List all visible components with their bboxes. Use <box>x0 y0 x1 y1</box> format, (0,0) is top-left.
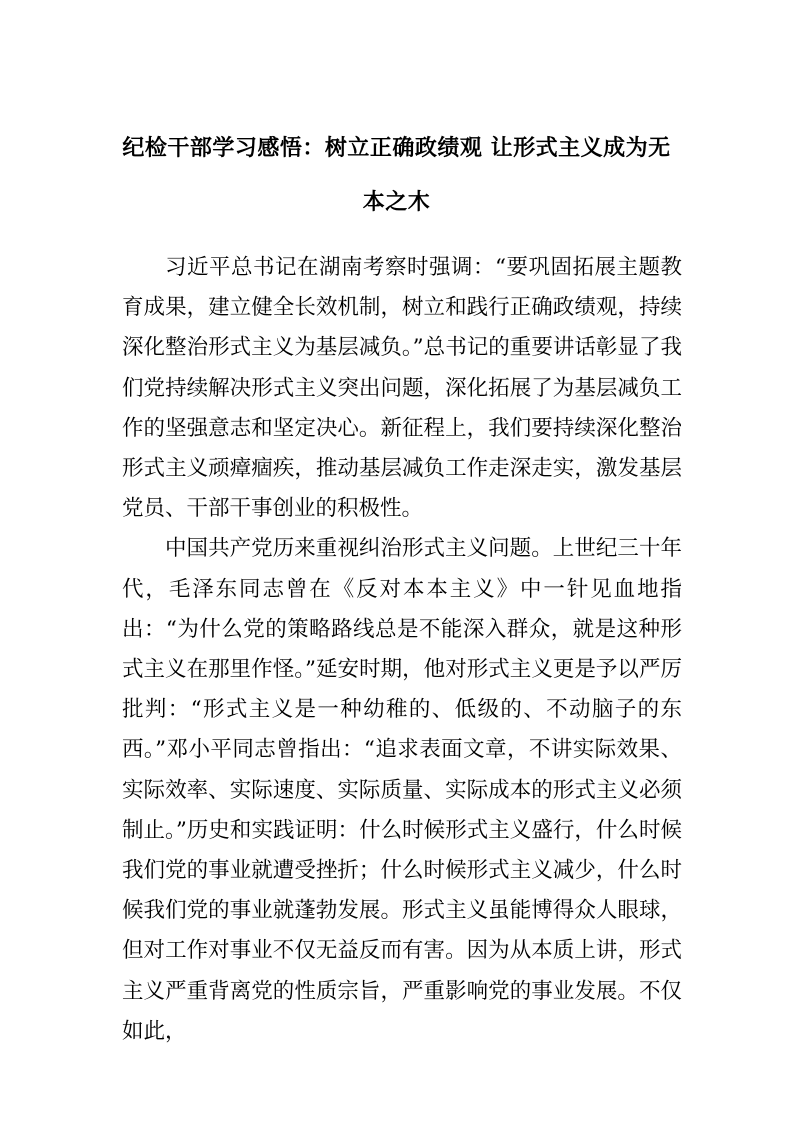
document-title: 纪检干部学习感悟：树立正确政绩观 让形式主义成为无本之木 <box>122 136 671 215</box>
paragraph-2: 中国共产党历来重视纠治形式主义问题。上世纪三十年代，毛泽东同志曾在《反对本本主义》中一针见血地指出：“为什么党的策略路线总是不能深入群众，就是这种形式主义在那里作怪。”延安时期，他对形式主义更是予以严厉批判：“形式主义是一种幼稚的、低级的、不动脑子的东西。”邓小平同志曾指出：“追求表面文章，不讲实际效果、实际效率、实际速度、实际质量、实际成本的形式主义必须制止。”历史和实践证明：什么时候形式主义盛行，什么时候我们党的事业就遭受挫折；什么时候形式主义减少，什么时候我们党的事业就蓬勃发展。形式主义虽能博得众人眼球，但对工作对事业不仅无益反而有害。因为从本质上讲，形式主义严重背离党的性质宗旨，严重影响党的事业发展。不仅如此， <box>122 536 682 1044</box>
document-body <box>122 248 682 1052</box>
paragraph-1: 习近平总书记在湖南考察时强调：“要巩固拓展主题教育成果，建立健全长效机制，树立和践行正确政绩观，持续深化整治形式主义为基层减负。”总书记的重要讲话彰显了我们党持续解决形式主义突出问题，深化拓展了为基层减负工作的坚强意志和坚定决心。新征程上，我们要持续深化整治形式主义顽瘴痼疾，推动基层减负工作走深走实，激发基层党员、干部干事创业的积极性。 <box>122 255 682 522</box>
